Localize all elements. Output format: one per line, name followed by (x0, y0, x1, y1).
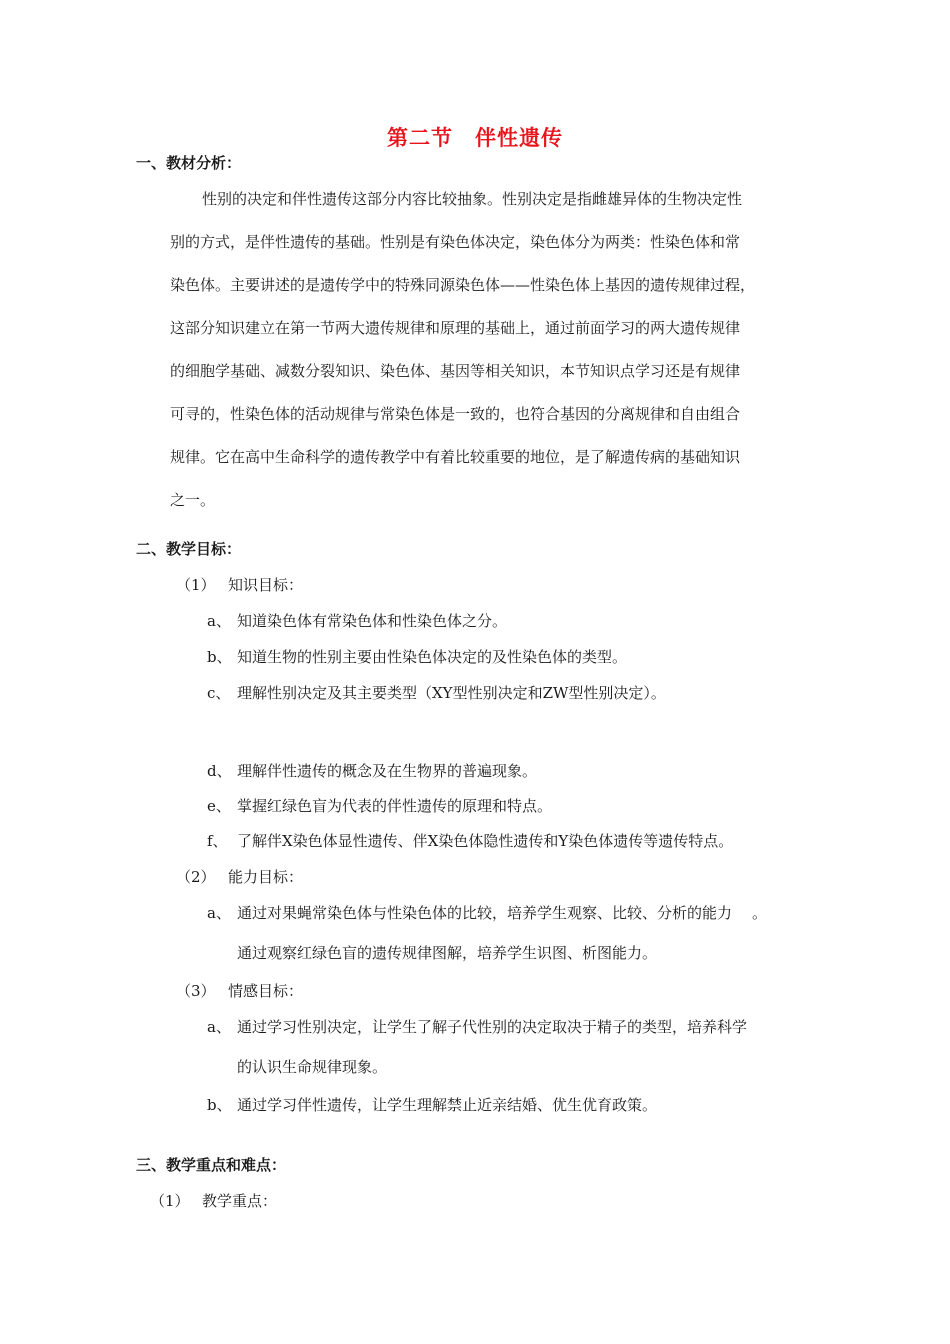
item-text: 通过学习性别决定，让学生了解子代性别的决定取决于精子的类型，培养科学 (237, 1018, 748, 1036)
item-letter: f、 (207, 832, 228, 850)
item-text: 通过对果蝇常染色体与性染色体的比较，培养学生观察、比较、分析的能力 (237, 904, 733, 922)
list-item (207, 646, 627, 667)
section-heading-teaching-goals: 二、教学目标： (136, 540, 242, 558)
goal-label: 能力目标： (228, 868, 304, 886)
item-letter: b、 (207, 648, 232, 666)
goal-label: 情感目标： (228, 982, 304, 1000)
list-item (207, 682, 666, 703)
item-letter: a、 (207, 612, 231, 630)
list-item (207, 610, 507, 631)
goal-number: （2） (176, 868, 216, 886)
item-text: 了解伴X染色体显性遗传、伴X染色体隐性遗传和Y染色体遗传等遗传特点。 (237, 832, 734, 850)
paragraph-line: 别的方式，是伴性遗传的基础。性别是有染色体决定，染色体分为两类：性染色体和常 (170, 233, 741, 251)
item-text: 掌握红绿色盲为代表的伴性遗传的原理和特点。 (237, 797, 553, 815)
list-item-continuation: 的认识生命规律现象。 (237, 1058, 388, 1076)
list-item (207, 830, 733, 851)
item-letter: a、 (207, 904, 231, 922)
key-point-item (150, 1190, 277, 1211)
section-heading-key-points: 三、教学重点和难点： (136, 1156, 287, 1174)
item-text-tail: 。 (752, 904, 768, 922)
goal-knowledge (176, 574, 303, 595)
list-item (207, 902, 767, 923)
list-item (207, 1016, 747, 1037)
list-item (207, 760, 537, 781)
item-text: 理解伴性遗传的概念及在生物界的普遍现象。 (237, 762, 538, 780)
list-item (207, 1094, 657, 1115)
item-text: 理解性别决定及其主要类型（XY型性别决定和ZW型性别决定）。 (237, 684, 666, 702)
item-letter: a、 (207, 1018, 231, 1036)
paragraph-line: 这部分知识建立在第一节两大遗传规律和原理的基础上，通过前面学习的两大遗传规律 (170, 319, 741, 337)
paragraph-line: 之一。 (170, 491, 216, 509)
paragraph-line: 的细胞学基础、减数分裂知识、染色体、基因等相关知识，本节知识点学习还是有规律 (170, 362, 741, 380)
goal-number: （1） (150, 1192, 190, 1210)
paragraph-line: 规律。它在高中生命科学的遗传教学中有着比较重要的地位，是了解遗传病的基础知识 (170, 448, 741, 466)
item-letter: b、 (207, 1096, 232, 1114)
page-title: 第二节 伴性遗传 (387, 125, 563, 150)
item-text: 通过学习伴性遗传，让学生理解禁止近亲结婚、优生优育政策。 (237, 1096, 658, 1114)
paragraph-line: 可寻的，性染色体的活动规律与常染色体是一致的，也符合基因的分离规律和自由组合 (170, 405, 741, 423)
item-text: 知道染色体有常染色体和性染色体之分。 (237, 612, 508, 630)
goal-number: （1） (176, 576, 216, 594)
item-text: 知道生物的性别主要由性染色体决定的及性染色体的类型。 (237, 648, 628, 666)
goal-label: 知识目标： (228, 576, 304, 594)
item-letter: e、 (207, 797, 231, 815)
item-letter: c、 (207, 684, 231, 702)
goal-number: （3） (176, 982, 216, 1000)
goal-emotion (176, 980, 303, 1001)
list-item (207, 795, 552, 816)
item-letter: d、 (207, 762, 232, 780)
goal-ability (176, 866, 303, 887)
paragraph-line: 染色体。主要讲述的是遗传学中的特殊同源染色体——性染色体上基因的遗传规律过程， (170, 276, 756, 294)
list-item-continuation: 通过观察红绿色盲的遗传规律图解，培养学生识图、析图能力。 (237, 944, 658, 962)
section-heading-textbook-analysis: 一、教材分析： (136, 154, 242, 172)
goal-label: 教学重点： (202, 1192, 278, 1210)
paragraph-line: 性别的决定和伴性遗传这部分内容比较抽象。性别决定是指雌雄异体的生物决定性 (202, 190, 743, 208)
